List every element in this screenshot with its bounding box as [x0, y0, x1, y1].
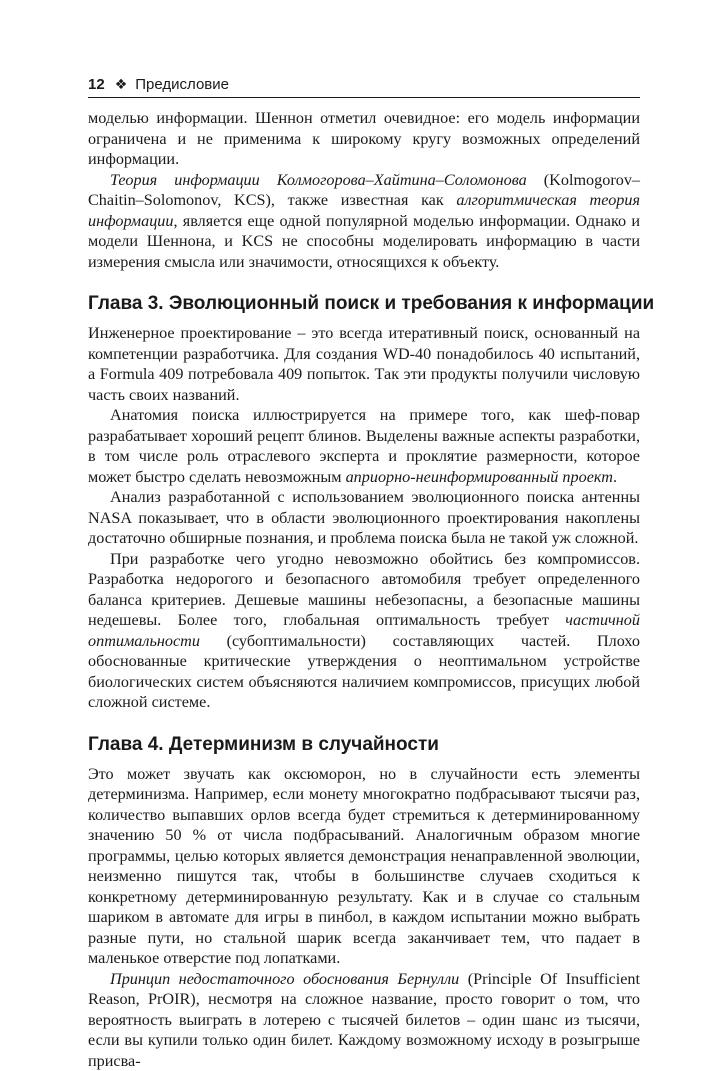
- term-kcs: Теория информации Колмогорова–Хайтина–Соломонова: [110, 171, 527, 189]
- page-number: 12: [88, 76, 105, 93]
- chapter-3-paragraph-2: Анатомия поиска иллюстрируется на примере того, как шеф-повар разрабатывает хороший рецепт блинов. Выделены важные аспекты разработки, в том числе роль отраслевого эксперта и проклятие размерности, которое может быстро сделать невозможным априорно-неинформированный проект.: [88, 405, 640, 487]
- chapter-4-paragraph-1: Это может звучать как оксюморон, но в случайности есть элементы детерминизма. Например, если монету многократно подбрасывают тысячи раз, количество выпавших орлов всегда будет стремиться к детерминированному значению 50 % от числа подбрасываний. Аналогичным образом многие программы, целью которых является демонстрация ненаправленной эволюции, неизменно пишутся так, чтобы в большинстве случаев сходиться к конкретному детерминированную результату. Как и в случае со стальным шариком в автомате для игры в пинбол, в каждом испытании можно выбрать разные пути, но стальной шарик всегда заканчивает тем, что падает в маленькое отверстие под лопатками.: [88, 764, 640, 969]
- running-head: [88, 74, 640, 95]
- chapter-4-heading: Глава 4. Детерминизм в случайности: [88, 733, 640, 757]
- term-partial-optimality: частичной оптимальности: [88, 611, 640, 650]
- term-ait: алгоритмическая теория информации: [88, 191, 640, 230]
- term-bernoulli: Принцип недостаточного обоснования Бернулли: [110, 970, 459, 988]
- term-apriori: априорно-неинформированный проект: [346, 468, 613, 486]
- header-rule: [88, 97, 640, 98]
- ornament-icon: ❖: [115, 76, 128, 92]
- chapter-3-paragraph-1: Инженерное проектирование – это всегда итеративный поиск, основанный на компетенции разработчика. Для создания WD-40 понадобилось 40 испытаний, а Formula 409 потребовала 409 попыток. Так эти продукты получили числовую часть своих названий.: [88, 323, 640, 405]
- section-title: Предисловие: [135, 76, 229, 93]
- page-body: [88, 108, 640, 1071]
- intro-paragraph-1: моделью информации. Шеннон отметил очевидное: его модель информации ограничена и не применима к широкому кругу возможных определений информации.: [88, 108, 640, 170]
- intro-paragraph-2: Теория информации Колмогорова–Хайтина–Соломонова (Kolmogorov–Chaitin–Solomonov, KCS), также известная как алгоритмическая теория информации, является еще одной популярной моделью информации. Однако и модели Шеннона, и KCS не способны моделировать информацию в части измерения смысла или значимости, относящихся к объекту.: [88, 170, 640, 273]
- chapter-3-heading: Глава 3. Эволюционный поиск и требования к информации: [88, 292, 640, 316]
- chapter-3-paragraph-4: При разработке чего угодно невозможно обойтись без компромиссов. Разработка недорогого и безопасного автомобиля требует определенного баланса критериев. Дешевые машины небезопасны, а безопасные машины недешевы. Более того, глобальная оптимальность требует частичной оптимальности (субоптимальности) составляющих частей. Плохо обоснованные критические утверждения о неоптимальном устройстве биологических систем объясняются наличием компромиссов, присущих любой сложной системе.: [88, 549, 640, 713]
- chapter-3-paragraph-3: Анализ разработанной с использованием эволюционного поиска антенны NASA показывает, что в области эволюционного проектирования накоплены достаточно обширные познания, и проблема поиска была не такой уж сложной.: [88, 487, 640, 549]
- chapter-4-paragraph-2: Принцип недостаточного обоснования Бернулли (Principle Of Insufficient Reason, PrOIR), несмотря на сложное название, просто говорит о том, что вероятность выиграть в лотерею с тысячей билетов – один шанс из тысячи, если вы купили только один билет. Каждому возможному исходу в розыгрыше присва-: [88, 969, 640, 1071]
